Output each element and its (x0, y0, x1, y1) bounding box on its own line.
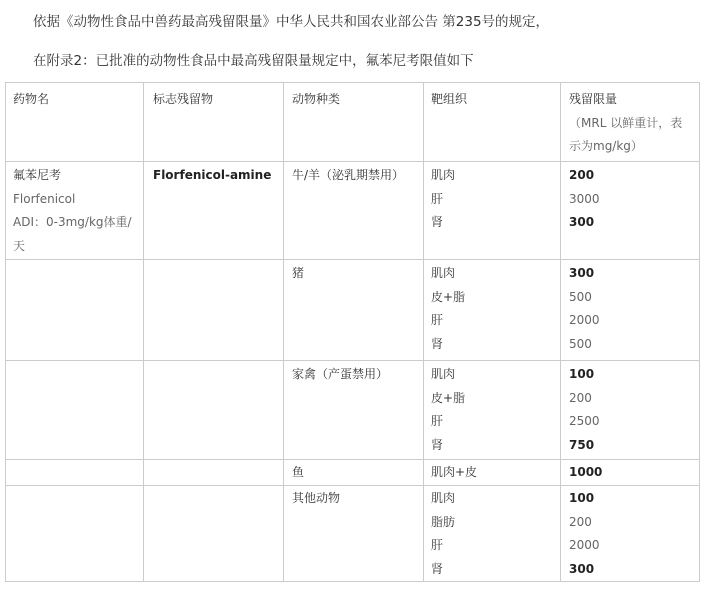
mrl-value-list (569, 262, 600, 356)
tissue-item: 肌肉+皮 (431, 465, 478, 479)
header-mrl (569, 88, 682, 159)
table-col-divider (423, 82, 424, 582)
table-row-divider (5, 360, 700, 361)
mrl-value: 500 (569, 289, 592, 304)
mrl-value: 200 (569, 168, 595, 182)
table-col-divider (560, 82, 561, 582)
header-species: 动物种类 (292, 92, 341, 106)
species-other: 其他动物 (292, 491, 341, 505)
mrl-value: 200 (569, 514, 592, 529)
table-border-bottom (5, 581, 700, 582)
tissue-list (431, 487, 455, 581)
table-col-divider (283, 82, 284, 582)
header-mrl-line: （MRL 以鲜重计，表 (569, 115, 683, 130)
intro-line-1: 依据《动物性食品中兽药最高残留限量》中华人民共和国农业部公告 第235号的规定， (33, 14, 550, 30)
mrl-value: 200 (569, 390, 592, 405)
tissue-item: 肾 (431, 336, 444, 351)
tissue-item: 肾 (431, 215, 444, 229)
table-row-divider (5, 485, 700, 486)
tissue-item: 肝 (431, 414, 444, 428)
drug-adi-cont: 天 (13, 238, 26, 253)
tissue-item: 肾 (431, 561, 444, 576)
mrl-value: 500 (569, 336, 592, 351)
header-marker-residue: 标志残留物 (153, 92, 214, 106)
tissue-item: 脂肪 (431, 514, 456, 529)
drug-name-cn: 氟苯尼考 (13, 168, 62, 182)
intro-line-2: 在附录2：已批准的动物性食品中最高残留限量规定中，氟苯尼考限值如下 (33, 53, 474, 69)
species-fish: 鱼 (292, 465, 305, 479)
mrl-value: 100 (569, 491, 595, 505)
table-border-right (699, 82, 700, 582)
tissue-item: 肌肉 (431, 367, 456, 381)
drug-name-cell (13, 164, 132, 258)
tissue-item: 肝 (431, 538, 444, 552)
header-drug: 药物名 (13, 92, 50, 106)
table-border-top (5, 82, 700, 83)
mrl-value: 750 (569, 437, 595, 452)
tissue-item: 肌肉 (431, 266, 456, 280)
tissue-item: 肝 (431, 191, 444, 206)
mrl-table (5, 82, 700, 582)
species-poultry: 家禽（产蛋禁用） (292, 367, 389, 381)
tissue-item: 皮+脂 (431, 289, 466, 304)
mrl-value: 1000 (569, 465, 603, 479)
table-col-divider (143, 82, 144, 582)
mrl-value: 2000 (569, 538, 600, 552)
mrl-value: 300 (569, 561, 595, 576)
tissue-item: 肾 (431, 437, 444, 452)
header-mrl-line: 残留限量 (569, 92, 618, 106)
drug-adi: ADI：0-3mg/kg体重/ (13, 215, 132, 229)
tissue-item: 肌肉 (431, 168, 456, 182)
mrl-value: 100 (569, 367, 595, 381)
tissue-list (431, 363, 465, 457)
mrl-value: 300 (569, 215, 595, 229)
mrl-value-list (569, 487, 600, 581)
marker-residue: Florfenicol-amine (153, 168, 272, 182)
table-row-divider (5, 259, 700, 260)
tissue-list (431, 262, 465, 356)
table-border-left (5, 82, 6, 582)
tissue-item: 肝 (431, 313, 444, 327)
tissue-item: 肌肉 (431, 491, 456, 505)
drug-name-en: Florfenicol (13, 191, 76, 206)
table-row-divider (5, 459, 700, 460)
mrl-value-list (569, 164, 600, 235)
mrl-value: 2000 (569, 313, 600, 327)
mrl-value: 300 (569, 266, 595, 280)
species-pig: 猪 (292, 266, 305, 280)
mrl-value: 2500 (569, 414, 600, 428)
header-mrl-line: 示为mg/kg） (569, 139, 643, 153)
mrl-value: 3000 (569, 191, 600, 206)
species-cattle-sheep: 牛/羊（泌乳期禁用） (292, 168, 405, 182)
mrl-value-list (569, 363, 600, 457)
header-tissue: 靶组织 (431, 92, 468, 106)
table-row-divider (5, 161, 700, 162)
tissue-list (431, 164, 455, 235)
tissue-item: 皮+脂 (431, 390, 466, 405)
